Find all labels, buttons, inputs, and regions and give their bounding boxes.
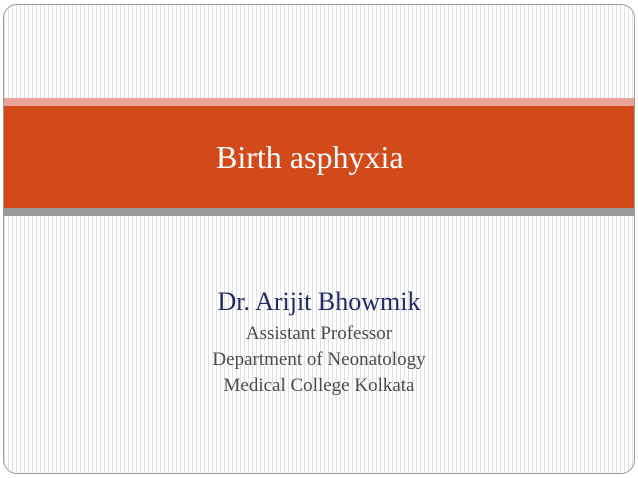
slide-title: Birth asphyxia [216,139,404,175]
presenter-title: Assistant Professor [245,323,393,344]
title-slide [3,4,635,474]
presenter-name: Dr. Arijit Bhowmik [217,287,421,316]
presenter-department: Department of Neonatology [212,349,426,370]
accent-stripe-top [4,98,634,106]
presenter-block [4,287,634,399]
presenter-institution: Medical College Kolkata [223,375,415,396]
accent-stripe-bottom [4,208,634,216]
